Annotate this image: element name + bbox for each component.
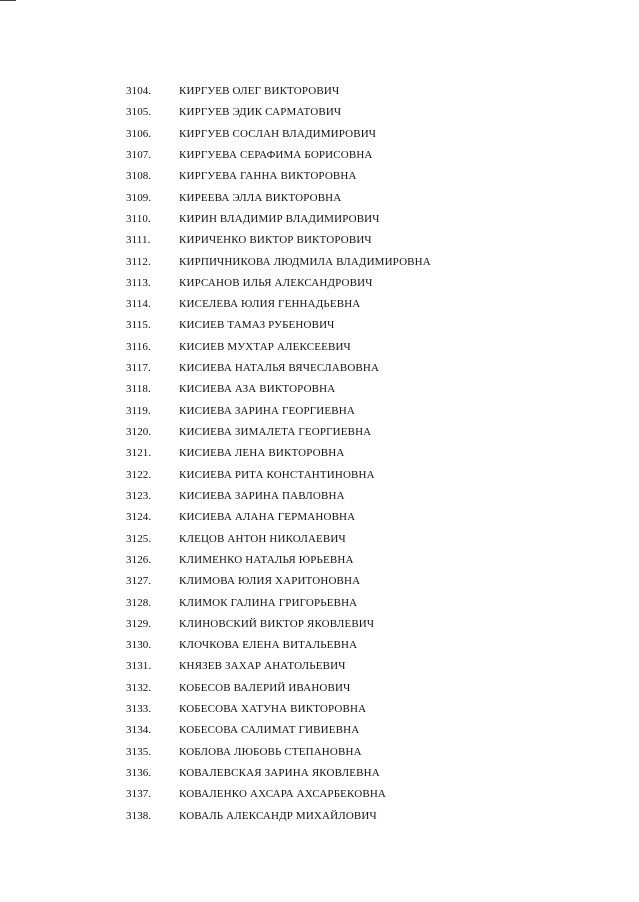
list-item [0,702,639,723]
entry-name: КИРЕЕВА ЭЛЛА ВИКТОРОВНА [179,191,342,204]
list-item [0,105,639,126]
list-item [0,659,639,680]
list-item [0,553,639,574]
list-item [0,340,639,361]
entry-name: КЛЕЦОВ АНТОН НИКОЛАЕВИЧ [179,532,346,545]
entry-number: 3107. [126,148,152,161]
entry-name: КОБЕСОВ ВАЛЕРИЙ ИВАНОВИЧ [179,681,351,694]
list-item [0,489,639,510]
entry-number: 3130. [126,639,152,652]
list-item [0,255,639,276]
entry-number: 3110. [126,212,151,225]
entry-number: 3113. [126,276,151,289]
entry-number: 3111. [126,234,151,247]
list-item [0,638,639,659]
entry-number: 3116. [126,340,151,353]
entry-name: КЛИМОВА ЮЛИЯ ХАРИТОНОВНА [179,575,361,588]
entry-name: КИРГУЕВА СЕРАФИМА БОРИСОВНА [179,148,373,161]
entry-name: КОБЕСОВА САЛИМАТ ГИВИЕВНА [179,724,360,737]
entry-number: 3121. [126,447,152,460]
entry-number: 3112. [126,255,151,268]
list-item [0,425,639,446]
entry-number: 3137. [126,788,152,801]
entry-name: КОБЛОВА ЛЮБОВЬ СТЕПАНОВНА [179,745,362,758]
entry-number: 3122. [126,468,152,481]
entry-number: 3117. [126,362,151,375]
entry-number: 3108. [126,170,152,183]
entry-number: 3131. [126,660,152,673]
list-item [0,191,639,212]
entry-name: КИСИЕВА НАТАЛЬЯ ВЯЧЕСЛАВОВНА [179,362,380,375]
list-item [0,446,639,467]
entry-number: 3124. [126,511,152,524]
entry-name: КИСИЕВА ЗИМАЛЕТА ГЕОРГИЕВНА [179,426,372,438]
entry-number: 3128. [126,596,152,609]
entry-name: КЛИМОК ГАЛИНА ГРИГОРЬЕВНА [179,596,358,609]
entry-number: 3106. [126,127,152,140]
entry-number: 3104. [126,85,152,97]
entry-name: КИСИЕВА ЗАРИНА ПАВЛОВНА [179,489,345,502]
list-item [0,510,639,531]
entry-name: КИРИН ВЛАДИМИР ВЛАДИМИРОВИЧ [179,212,380,225]
entry-number: 3123. [126,489,152,502]
list-item [0,766,639,787]
list-item [0,468,639,489]
list-item [0,212,639,233]
list-item [0,574,639,595]
entry-number: 3135. [126,745,152,758]
entry-name: КЛИНОВСКИЙ ВИКТОР ЯКОВЛЕВИЧ [179,617,375,630]
entry-name: КИРСАНОВ ИЛЬЯ АЛЕКСАНДРОВИЧ [179,276,373,289]
entry-name: КИСИЕВА АЗА ВИКТОРОВНА [179,383,336,396]
entry-number: 3129. [126,617,152,630]
entry-name: КИСЕЛЕВА ЮЛИЯ ГЕННАДЬЕВНА [179,298,361,311]
entry-name: КОВАЛЬ АЛЕКСАНДР МИХАЙЛОВИЧ [179,809,377,822]
entry-name: КИСИЕВА ЛЕНА ВИКТОРОВНА [179,447,345,460]
entry-name: КИСИЕВА ЗАРИНА ГЕОРГИЕВНА [179,404,355,417]
entry-number: 3105. [126,106,152,119]
entry-number: 3120. [126,426,152,438]
entry-number: 3134. [126,724,152,737]
entry-number: 3109. [126,191,152,204]
list-item [0,276,639,297]
list-item [0,318,639,339]
entry-name: КОБЕСОВА ХАТУНА ВИКТОРОВНА [179,703,367,716]
entry-number: 3138. [126,809,152,822]
list-item [0,681,639,702]
list-item [0,169,639,190]
list-item [0,596,639,617]
list-item [0,233,639,254]
list-item [0,297,639,318]
list-item [0,84,639,105]
list-item [0,809,639,830]
name-list [0,84,639,830]
entry-name: КНЯЗЕВ ЗАХАР АНАТОЛЬЕВИЧ [179,660,346,673]
list-item [0,787,639,808]
entry-name: КЛОЧКОВА ЕЛЕНА ВИТАЛЬЕВНА [179,639,358,652]
entry-name: КОВАЛЕНКО АХСАРА АХСАРБЕКОВНА [179,788,387,801]
page-corner-mark [0,0,16,1]
entry-number: 3133. [126,703,152,716]
list-item [0,148,639,169]
list-item [0,617,639,638]
list-item [0,532,639,553]
entry-name: КИРИЧЕНКО ВИКТОР ВИКТОРОВИЧ [179,234,372,247]
entry-name: КИСИЕВ МУХТАР АЛЕКСЕЕВИЧ [179,340,351,353]
entry-number: 3126. [126,553,152,566]
entry-name: КОВАЛЕВСКАЯ ЗАРИНА ЯКОВЛЕВНА [179,767,380,779]
entry-number: 3115. [126,319,151,332]
list-item [0,723,639,744]
entry-name: КИРПИЧНИКОВА ЛЮДМИЛА ВЛАДИМИРОВНА [179,255,431,268]
entry-number: 3125. [126,532,152,545]
list-item [0,404,639,425]
entry-number: 3127. [126,575,152,588]
entry-name: КИРГУЕВ СОСЛАН ВЛАДИМИРОВИЧ [179,127,377,140]
entry-name: КИРГУЕВ ОЛЕГ ВИКТОРОВИЧ [179,85,340,97]
list-item [0,382,639,403]
entry-number: 3136. [126,767,152,779]
list-item [0,127,639,148]
entry-name: КИСИЕВА АЛАНА ГЕРМАНОВНА [179,511,356,524]
entry-number: 3119. [126,404,151,417]
entry-number: 3118. [126,383,151,396]
list-item [0,361,639,382]
entry-number: 3114. [126,298,151,311]
list-item [0,745,639,766]
entry-name: КИСИЕВА РИТА КОНСТАНТИНОВНА [179,468,375,481]
entry-name: КЛИМЕНКО НАТАЛЬЯ ЮРЬЕВНА [179,553,354,566]
entry-name: КИРГУЕВА ГАННА ВИКТОРОВНА [179,170,357,183]
entry-number: 3132. [126,681,152,694]
entry-name: КИРГУЕВ ЭДИК САРМАТОВИЧ [179,106,342,119]
entry-name: КИСИЕВ ТАМАЗ РУБЕНОВИЧ [179,319,335,332]
